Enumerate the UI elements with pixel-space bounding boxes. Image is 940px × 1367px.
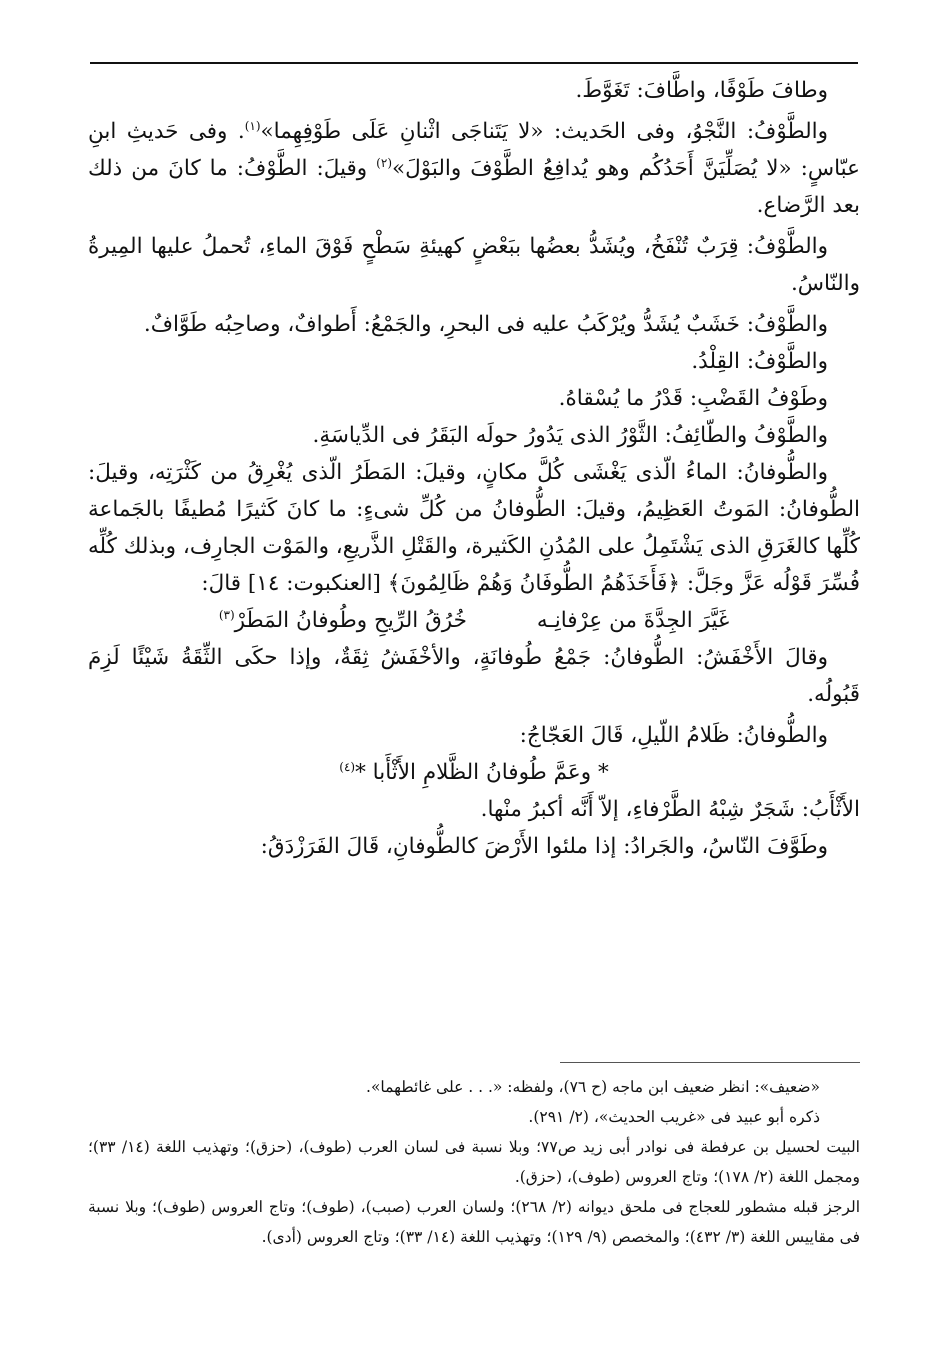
footnote-ref-1: (١) — [244, 118, 261, 133]
najw-tail-2: وقيلَ: الطَّوْفُ: ما كانَ من ذلك بعد الرَّضاع. — [88, 156, 860, 218]
verse-1-left-hemistich — [219, 602, 467, 639]
paragraph-thawr: والطَّوْفُ والطّائِفُ: الثَّوْرُ الذى يَدُورُ حولَه البَقَرُ فى الدِّياسَةِ. — [312, 423, 828, 448]
najw-tail: . وفى حَديثِ ابنِ عبّاسٍ: «لا يُصَلِّيَنَّ أَحَدُكُم وهو يُدافِعُ الطَّوْفَ والبَوْلَ» — [88, 119, 860, 181]
paragraph-athab: الأَثْأَبُ: شَجَرٌ شِبْهُ الطَّرْفاءِ، إلاّ أَنَّه أكبرُ منْها. — [480, 797, 860, 822]
footnotes — [88, 1072, 860, 1252]
footnote-ref-2: (٢) — [376, 155, 392, 170]
paragraph-akhfash: وقالَ الأَخْفَشُ: الطُّوفانُ: جَمْعُ طُوفانَةٍ، والأخْفَشُ ثِقَةٌ، وإذا حكَى الثِّقَةُ شَيْئًا لَزِمَ قَبُولُه. — [88, 645, 860, 707]
footnote-3: البيت لحسيل بن عرفطة فى نوادر أبى زيد ص٧٧؛ وبلا نسبة فى لسان العرب (طوف)، (حزق)؛ وتهذيب اللغة (١٤/ ٣٣)؛ ومجمل اللغة (٢/ ١٧٨)؛ وتاج العروس (طوف)، (حزق). — [88, 1138, 860, 1186]
footnote-ref-3: (٣) — [218, 607, 235, 622]
paragraph-khashab: والطَّوْفُ: خَشَبٌ يُشَدُّ ويُرْكَبُ عليه فى البحرِ، والجَمْعُ: أَطوافٌ، وصاحِبُه طَوَّافٌ. — [143, 312, 828, 337]
footnote-rule — [560, 1062, 860, 1063]
paragraph-qild: والطَّوْفُ: القِلْدُ. — [691, 349, 828, 374]
paragraph-zalam: والطُّوفانُ: ظَلامُ اللّيلِ، قَالَ العَجّاجُ: — [519, 723, 828, 748]
footnote-2: ذكره أبو عبيد فى «غريب الحديث»، (٢/ ٢٩١). — [528, 1108, 820, 1126]
footnote-1: «ضعيف»: انظر ضعيف ابن ماجه (ح ٧٦)، ولفظه: «. . . على غائطهما». — [366, 1078, 820, 1096]
verse-2-text: * وعَمَّ طُوفانُ الظَّلامِ الأَثْأَبا * — [355, 760, 609, 785]
verse-1-right-hemistich: غَيَّرَ الجِدَّةَ من عِرْفانِـه — [536, 608, 730, 633]
najw-text: والطَّوْفُ: النَّجْوُ، وفى الحَديث: «لا يَتَناجَى اثْنانِ عَلَى طَوْفِهِما» — [260, 119, 828, 144]
paragraph-qadb: وطَوْفُ القَضْبِ: قَدْرُ ما يُسْقاهُ. — [558, 386, 828, 411]
paragraph-tafa: وطافَ طَوْفًا، واطَّافَ: تَغَوَّطَ. — [575, 78, 828, 103]
footnote-ref-4: (٤) — [339, 759, 356, 774]
paragraph-qirab: والطَّوْفُ: قِرَبٌ تُنْفَخُ، ويُشَدُّ بعضُها ببَعْضٍ كهيئةِ سَطْحٍ فَوْقَ الماءِ، تُحملُ عليها المِيرةُ والنّاسُ. — [88, 234, 860, 296]
verse-1 — [88, 602, 860, 639]
main-text — [88, 72, 860, 865]
top-rule — [90, 62, 858, 64]
paragraph-najw — [88, 113, 860, 224]
footnote-4: الرجز قبله مشطور للعجاج فى ملحق ديوانه (٢/ ٢٦٨)؛ ولسان العرب (صبب)، (طوف)؛ وتاج العروس (طوف)؛ وبلا نسبة فى مقاييس اللغة (٣/ ٤٣٢)؛ والمخصص (٩/ ١٢٩)؛ وتهذيب اللغة (١٤/ ٣٣)؛ وتاج العروس (أدى). — [88, 1198, 860, 1246]
paragraph-tufan: والطُّوفانُ: الماءُ الّذى يَغْشَى كُلَّ مكانٍ، وقيلَ: المَطَرُ الّذى يُغْرِقُ من كَثْرَتِه، وقيلَ: الطُّوفانُ: المَوتُ العَظِيمُ، وقيلَ: الطُّوفانُ من كُلِّ شىءٍ: ما كانَ كَثيرًا مُطيفًا بالجَماعة كُلِّها كالغَرَقِ الذى يَشْتَمِلُ على المُدُنِ الكَثيرة، والقَتْلِ الذَّريعِ، والمَوْت الجارِف، وبذلك كُلِّه فُسِّرَ قَوْلُه عَزَّ وجَلَّ: ﴿فَأَخَذَهُمُ الطُّوفَانُ وَهُمْ ظَالِمُونَ﴾ [العنكبوت: ١٤] قالَ: — [88, 460, 860, 596]
verse-1-left-text: خُرُقُ الرِّيحِ وطُوفانُ المَطَرْ — [234, 608, 467, 633]
verse-2 — [88, 754, 860, 791]
paragraph-tawwafa: وطَوَّفَ النّاسُ، والجَرادُ: إذا ملئوا الأَرْضَ كالطُّوفانِ، قَالَ الفَرَزْدَقُ: — [260, 834, 828, 859]
